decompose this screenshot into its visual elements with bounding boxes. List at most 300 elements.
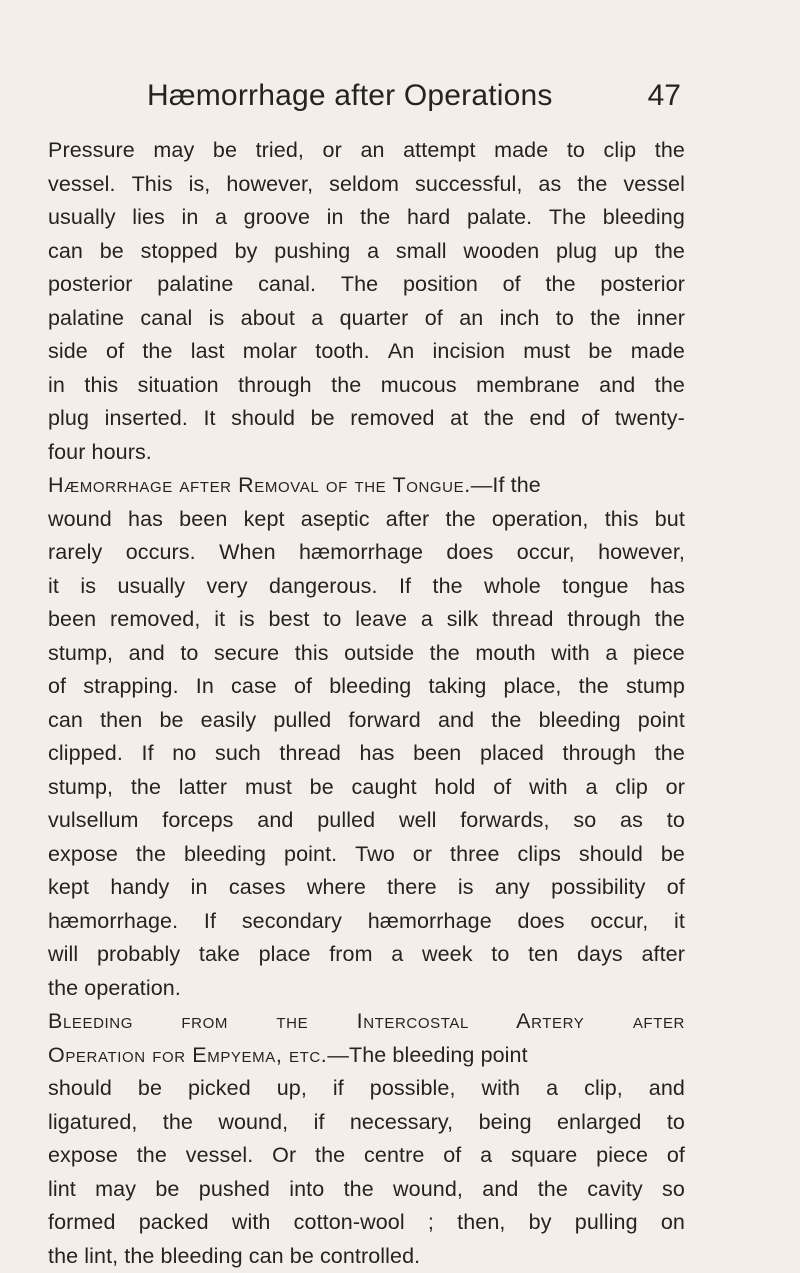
- word: square: [511, 1139, 577, 1173]
- word: piece: [596, 1139, 648, 1173]
- word: be: [311, 402, 335, 436]
- running-title: Hæmorrhage after Operations: [147, 74, 553, 118]
- word: does: [446, 536, 493, 570]
- word: Two: [355, 838, 395, 872]
- word: dangerous.: [269, 570, 378, 604]
- word: and: [599, 369, 635, 403]
- word: tried,: [256, 134, 304, 168]
- word: If: [399, 570, 411, 604]
- word: the: [137, 1139, 167, 1173]
- word: the: [545, 268, 575, 302]
- word: thread: [492, 603, 554, 637]
- word: inner: [637, 302, 685, 336]
- word: wound,: [393, 1173, 463, 1207]
- word: and: [649, 1072, 685, 1106]
- text-line: [48, 737, 685, 771]
- word: Pressure: [48, 134, 135, 168]
- text-line: the lint, the bleeding can be controlled.: [48, 1240, 685, 1273]
- word: of: [294, 670, 312, 704]
- word: place,: [504, 670, 562, 704]
- word: usually: [48, 201, 116, 235]
- word: pushing: [274, 235, 350, 269]
- word: is: [80, 570, 96, 604]
- text-line: [48, 1106, 685, 1140]
- word: cavity: [587, 1173, 643, 1207]
- word: kept: [244, 503, 285, 537]
- word: small: [396, 235, 447, 269]
- text-line: [48, 771, 685, 805]
- word: from: [329, 938, 372, 972]
- word: end: [530, 402, 566, 436]
- word: whole: [484, 570, 541, 604]
- word: may: [95, 1173, 136, 1207]
- word: to: [323, 603, 341, 637]
- word: mucous: [381, 369, 457, 403]
- word: palatine: [48, 302, 124, 336]
- word: of: [503, 268, 521, 302]
- word: if: [314, 1106, 325, 1140]
- word: be: [310, 771, 334, 805]
- word: piece: [633, 637, 685, 671]
- text-line: [48, 134, 685, 168]
- word: pushed: [199, 1173, 270, 1207]
- word: If: [142, 737, 154, 771]
- word: to: [667, 1106, 685, 1140]
- word: the: [655, 737, 685, 771]
- word: caught: [352, 771, 417, 805]
- word: to: [491, 938, 509, 972]
- word: If: [204, 905, 216, 939]
- word: wound: [48, 503, 112, 537]
- word: however,: [598, 536, 685, 570]
- word: and: [482, 1173, 518, 1207]
- word: there: [387, 871, 437, 905]
- text-line: [48, 1206, 685, 1240]
- word: clip: [615, 771, 648, 805]
- word: occurs.: [126, 536, 196, 570]
- word: stopped: [141, 235, 218, 269]
- word: this: [605, 503, 639, 537]
- word: hæmorrhage: [368, 905, 492, 939]
- word: at: [450, 402, 468, 436]
- word: operation,: [492, 503, 589, 537]
- word: wooden: [463, 235, 539, 269]
- word: bleeding: [539, 704, 621, 738]
- text-line: [48, 536, 685, 570]
- text-line: Operation for Empyema, etc. —The bleeding point: [48, 1039, 685, 1073]
- word: The: [341, 268, 378, 302]
- word: a: [421, 603, 433, 637]
- word: been: [413, 737, 461, 771]
- word: the: [590, 302, 620, 336]
- word: the: [360, 201, 390, 235]
- word: can: [48, 235, 83, 269]
- word: ten: [528, 938, 558, 972]
- word: latter: [179, 771, 227, 805]
- word: The: [549, 201, 586, 235]
- word: tongue: [562, 570, 628, 604]
- word: palatine: [157, 268, 233, 302]
- word: be: [138, 1072, 162, 1106]
- word: cases: [229, 871, 286, 905]
- word: the: [655, 235, 685, 269]
- word: clip: [604, 134, 637, 168]
- paragraph-intercostal: [48, 1005, 685, 1273]
- word: the: [163, 1106, 193, 1140]
- word: no: [172, 737, 196, 771]
- word: probably: [97, 938, 180, 972]
- word: outside: [344, 637, 414, 671]
- text-line: [48, 235, 685, 269]
- word: seldom: [329, 168, 399, 202]
- paragraph-tongue: [48, 469, 685, 1005]
- word: to: [556, 302, 574, 336]
- page-number: 47: [648, 74, 681, 118]
- word: point: [638, 704, 685, 738]
- word: groove: [244, 201, 310, 235]
- text-line: four hours.: [48, 436, 685, 470]
- text-line: [48, 268, 685, 302]
- word: forwards,: [460, 804, 549, 838]
- word: expose: [48, 838, 118, 872]
- word: twenty-: [615, 402, 685, 436]
- word: molar: [243, 335, 297, 369]
- word: with: [232, 1206, 271, 1240]
- word: possible,: [370, 1072, 456, 1106]
- word: then,: [457, 1206, 505, 1240]
- word: is: [209, 302, 225, 336]
- word: canal.: [258, 268, 316, 302]
- word: easily: [201, 704, 257, 738]
- word: hard: [407, 201, 450, 235]
- word: packed: [139, 1206, 209, 1240]
- text-line: [48, 402, 685, 436]
- text-line: [48, 871, 685, 905]
- word: of: [667, 1139, 685, 1173]
- word: so: [573, 804, 596, 838]
- word: however,: [226, 168, 313, 202]
- word: bleeding: [603, 201, 685, 235]
- word: must: [245, 771, 292, 805]
- word: silk: [447, 603, 478, 637]
- word: week: [422, 938, 473, 972]
- word: the: [131, 771, 161, 805]
- word: should: [579, 838, 643, 872]
- word: bleeding: [184, 838, 266, 872]
- word: is,: [189, 168, 211, 202]
- word: three: [450, 838, 500, 872]
- text-line: [48, 905, 685, 939]
- word: posterior: [600, 268, 685, 302]
- word: it: [674, 905, 685, 939]
- word: a: [367, 235, 379, 269]
- word: to: [567, 134, 585, 168]
- word: is: [239, 603, 255, 637]
- word: very: [207, 570, 248, 604]
- word: hæmorrhage: [299, 536, 423, 570]
- word: the: [315, 1139, 345, 1173]
- word: pulled: [273, 704, 331, 738]
- word: membrane: [476, 369, 580, 403]
- word: to: [667, 804, 685, 838]
- word: stump,: [48, 637, 113, 671]
- text-line: [48, 168, 685, 202]
- word: the: [142, 335, 172, 369]
- word: made: [494, 134, 548, 168]
- word: be: [159, 704, 183, 738]
- word: a: [605, 637, 617, 671]
- word: a: [391, 938, 403, 972]
- text-line: Hæmorrhage after Removal of the Tongue. —If the: [48, 469, 685, 503]
- word: pulling: [575, 1206, 638, 1240]
- word: necessary,: [350, 1106, 453, 1140]
- word: a: [585, 771, 597, 805]
- word: case: [231, 670, 277, 704]
- word: cotton-wool: [294, 1206, 405, 1240]
- word: this: [295, 637, 329, 671]
- word: has: [650, 570, 685, 604]
- word: mouth: [475, 637, 535, 671]
- word: after: [386, 503, 430, 537]
- word: hæmorrhage.: [48, 905, 178, 939]
- word: canal: [140, 302, 192, 336]
- word: with: [481, 1072, 520, 1106]
- word: through: [567, 603, 641, 637]
- word: be: [661, 838, 685, 872]
- word: been: [48, 603, 96, 637]
- word: An: [388, 335, 415, 369]
- word: been: [179, 503, 227, 537]
- word: lint: [48, 1173, 76, 1207]
- word: be: [155, 1173, 179, 1207]
- paragraph-palatine: [48, 134, 685, 469]
- text-line: [48, 1005, 685, 1039]
- word: with: [551, 637, 590, 671]
- word: should: [231, 402, 295, 436]
- section-heading-intercostal: Bleeding from the Intercostal Artery after: [48, 1005, 685, 1039]
- word: incision: [433, 335, 506, 369]
- text-line: [48, 201, 685, 235]
- word: secondary: [242, 905, 342, 939]
- word: the: [446, 503, 476, 537]
- word: of: [667, 871, 685, 905]
- word: ;: [428, 1206, 434, 1240]
- word: aseptic: [301, 503, 370, 537]
- word: taking: [428, 670, 486, 704]
- word: will: [48, 938, 78, 972]
- word: of: [493, 771, 511, 805]
- word: but: [655, 503, 685, 537]
- text-line: [48, 938, 685, 972]
- word: the: [331, 369, 361, 403]
- word: in: [327, 201, 344, 235]
- word: a: [480, 1139, 492, 1173]
- word: be: [213, 134, 237, 168]
- word: When: [219, 536, 276, 570]
- word: clipped.: [48, 737, 123, 771]
- word: any: [495, 871, 530, 905]
- word: into: [289, 1173, 324, 1207]
- word: thread: [279, 737, 341, 771]
- word: and: [257, 804, 293, 838]
- word: vessel.: [48, 168, 116, 202]
- word: or: [323, 134, 342, 168]
- text-line: [48, 704, 685, 738]
- word: an: [459, 302, 483, 336]
- word: occur,: [590, 905, 648, 939]
- word: by: [235, 235, 258, 269]
- word: usually: [118, 570, 186, 604]
- word: in: [48, 369, 65, 403]
- word: as: [620, 804, 643, 838]
- word: with: [529, 771, 568, 805]
- section-heading-tongue: Hæmorrhage after Removal of the Tongue.: [48, 469, 471, 503]
- word: made: [631, 335, 685, 369]
- text-line: [48, 1173, 685, 1207]
- text-line: [48, 302, 685, 336]
- text-line: [48, 335, 685, 369]
- word: the: [344, 1173, 374, 1207]
- word: should: [48, 1072, 112, 1106]
- word: on: [661, 1206, 685, 1240]
- word: bleeding: [329, 670, 411, 704]
- word: the: [136, 838, 166, 872]
- word: the: [538, 1173, 568, 1207]
- word: place: [259, 938, 311, 972]
- word: it: [48, 570, 59, 604]
- text-line: [48, 1072, 685, 1106]
- word: last: [191, 335, 225, 369]
- word: to: [180, 637, 198, 671]
- word: inserted.: [105, 402, 188, 436]
- word: stump: [626, 670, 685, 704]
- word: side: [48, 335, 88, 369]
- word: the: [655, 369, 685, 403]
- word: may: [153, 134, 194, 168]
- word: an: [360, 134, 384, 168]
- word: is: [458, 871, 474, 905]
- word: about: [241, 302, 295, 336]
- word: the: [655, 134, 685, 168]
- word: this: [84, 369, 118, 403]
- word: vessel.: [186, 1139, 254, 1173]
- word: and: [129, 637, 165, 671]
- word: of: [425, 302, 443, 336]
- word: the: [430, 637, 460, 671]
- text-line: the operation.: [48, 972, 685, 1006]
- word: can: [48, 704, 83, 738]
- word: or: [413, 838, 432, 872]
- word: position: [403, 268, 478, 302]
- word: strapping.: [83, 670, 178, 704]
- word: of: [581, 402, 599, 436]
- word: the: [491, 704, 521, 738]
- word: attempt: [403, 134, 475, 168]
- word: the: [484, 402, 514, 436]
- word: has: [128, 503, 163, 537]
- word: formed: [48, 1206, 116, 1240]
- word: lies: [132, 201, 165, 235]
- word: leave: [355, 603, 407, 637]
- word: plug: [48, 402, 89, 436]
- word: vessel: [623, 168, 685, 202]
- word: wound,: [218, 1106, 288, 1140]
- word: forceps: [162, 804, 233, 838]
- word: in: [191, 871, 208, 905]
- text-line: [48, 503, 685, 537]
- word: enlarged: [557, 1106, 641, 1140]
- section-heading-intercostal-cont: Operation for Empyema, etc.: [48, 1039, 327, 1073]
- word: removed,: [110, 603, 200, 637]
- word: successful,: [415, 168, 522, 202]
- word: does: [518, 905, 565, 939]
- word: if: [333, 1072, 344, 1106]
- word: clips: [517, 838, 561, 872]
- word: This: [132, 168, 173, 202]
- word: a: [215, 201, 227, 235]
- word: Or: [272, 1139, 296, 1173]
- word: removed: [350, 402, 434, 436]
- word: rarely: [48, 536, 102, 570]
- text-line: [48, 670, 685, 704]
- word: a: [311, 302, 323, 336]
- text-line: [48, 637, 685, 671]
- word: the: [579, 670, 609, 704]
- word: clip,: [584, 1072, 623, 1106]
- word: the: [577, 168, 607, 202]
- word: In: [196, 670, 214, 704]
- word: being: [479, 1106, 532, 1140]
- word: point.: [284, 838, 337, 872]
- word: It: [203, 402, 215, 436]
- word: placed: [480, 737, 544, 771]
- word: take: [199, 938, 240, 972]
- word: the: [433, 570, 463, 604]
- word: in: [181, 201, 198, 235]
- word: pulled: [317, 804, 375, 838]
- word: and: [438, 704, 474, 738]
- word: by: [529, 1206, 552, 1240]
- word: such: [215, 737, 261, 771]
- word: then: [100, 704, 142, 738]
- word: occur,: [517, 536, 575, 570]
- word: centre: [364, 1139, 424, 1173]
- word: posterior: [48, 268, 133, 302]
- word: be: [100, 235, 124, 269]
- word: stump,: [48, 771, 113, 805]
- word: palate.: [467, 201, 532, 235]
- word: possibility: [551, 871, 645, 905]
- word: a: [546, 1072, 558, 1106]
- word: picked: [188, 1072, 251, 1106]
- word: be: [588, 335, 612, 369]
- word: best: [268, 603, 309, 637]
- text-line: [48, 804, 685, 838]
- book-page: [48, 0, 685, 1258]
- word: has: [360, 737, 395, 771]
- word: where: [307, 871, 366, 905]
- word: expose: [48, 1139, 118, 1173]
- text-line: [48, 838, 685, 872]
- text-line: [48, 570, 685, 604]
- word: it: [214, 603, 225, 637]
- word: vulsellum: [48, 804, 139, 838]
- word: of: [443, 1139, 461, 1173]
- word: as: [538, 168, 561, 202]
- word: must: [523, 335, 570, 369]
- word: secure: [214, 637, 279, 671]
- page-header: [48, 74, 685, 118]
